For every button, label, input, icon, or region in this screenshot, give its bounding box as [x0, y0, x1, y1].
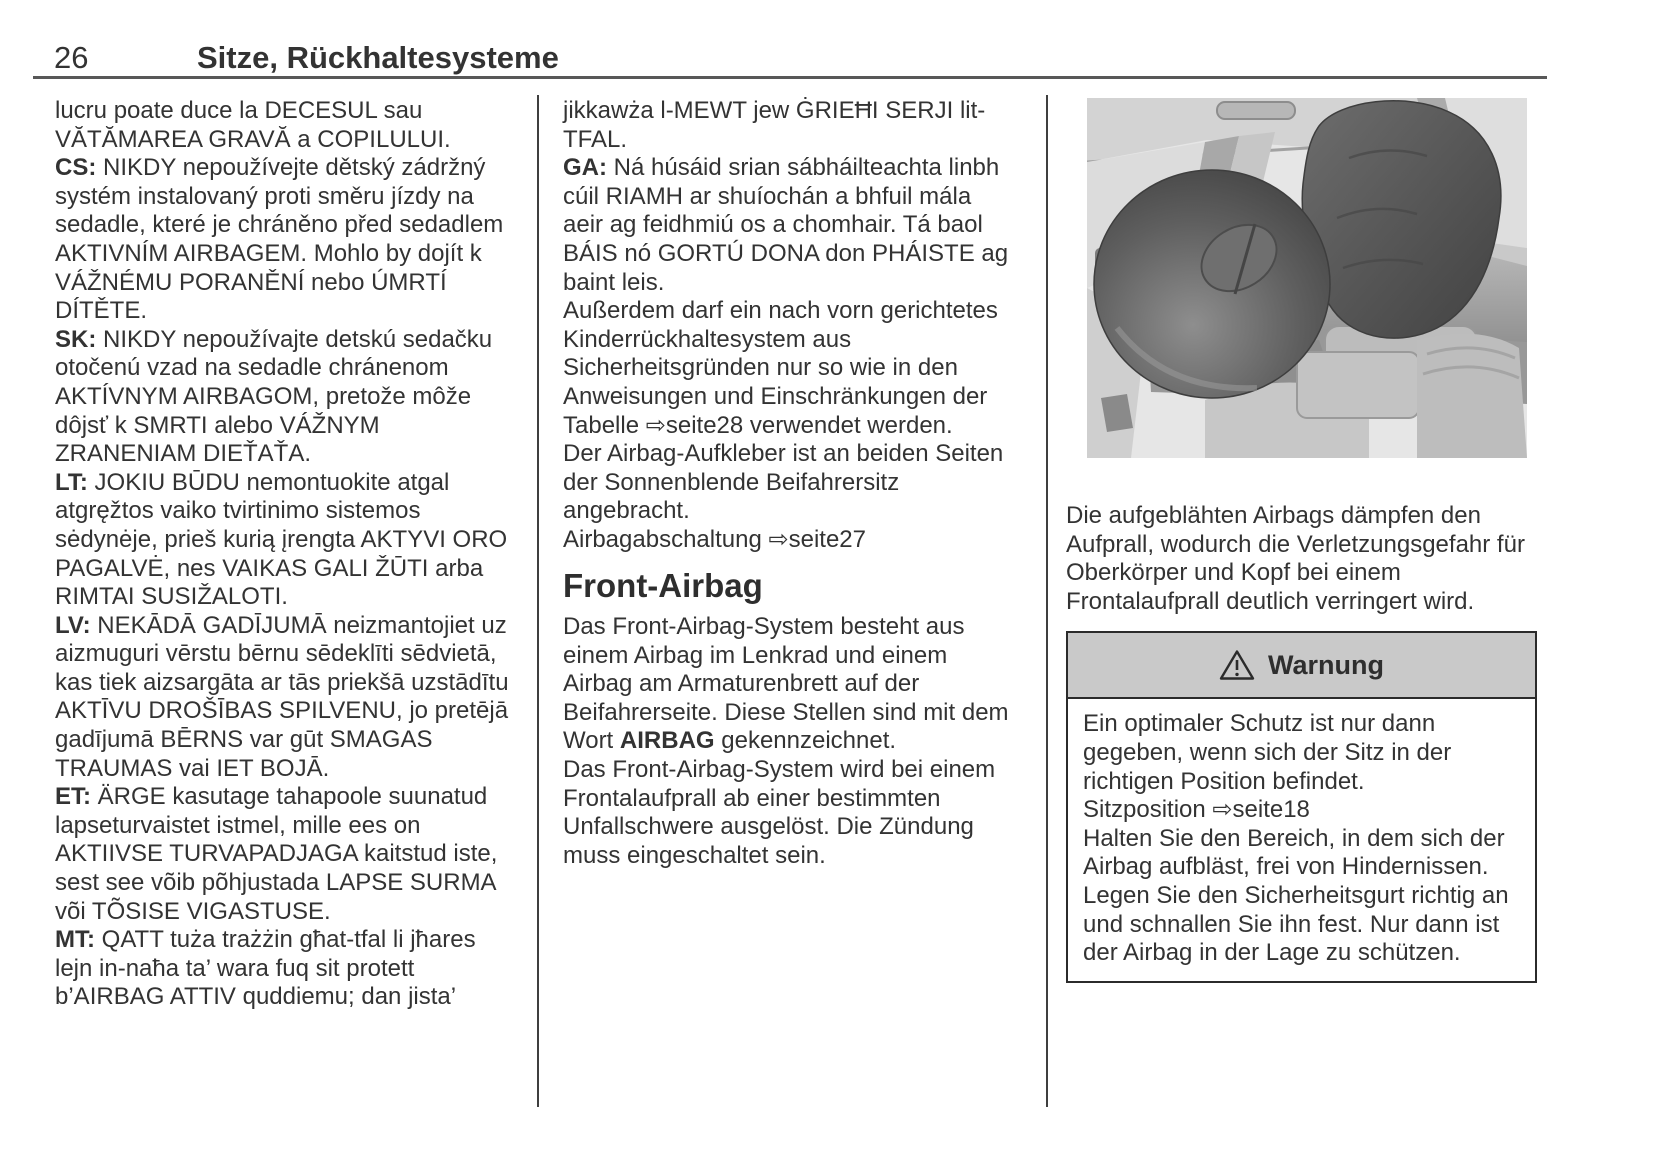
car-airbags-figure: [1087, 98, 1527, 458]
column-1: [55, 97, 513, 1012]
lang-code-ga: GA:: [563, 154, 607, 182]
lang-code-lt: LT:: [55, 468, 88, 496]
warning-text-lt: LT: JOKIU BŪDU nemontuokite atgal atgręžtos vaiko tvirtinimo sistemos sėdynėje, prieš kurią įrengta AKTYVI ORO PAGALVĖ, nes VAIKAS GALI ŽŪTI arba RIMTAI SUSIŽALOTI.: [55, 468, 508, 611]
warning-text-ro: lucru poate duce la DECESUL sau VĂTĂMAREA GRAVĂ a COPILULUI.: [55, 97, 451, 153]
paragraph-airbag-effect: Die aufgeblähten Airbags dämpfen den Aufprall, wodurch die Verletzungsgefahr für Oberkörper und Kopf bei einem Frontalaufprall deutlich verringert wird.: [1066, 502, 1525, 615]
cross-reference-link-seite27[interactable]: ⇨seite27: [768, 525, 866, 553]
warning-text-et: ET: ÄRGE kasutage tahapoole suunatud lapseturvaistet istmel, mille ees on AKTIIVSE TURVAPADJAGA kaitstud iste, sest see võib põhjustada LAPSE SURMA või TÕSISE VIGASTUSE.: [55, 783, 498, 925]
warning-body-crossref: Sitzposition ⇨seite18: [1083, 796, 1310, 824]
column-divider-left: [537, 95, 539, 1107]
lang-code-sk: SK:: [55, 325, 97, 353]
center-console: [1297, 352, 1419, 418]
warning-box-body: [1068, 699, 1535, 980]
cross-reference-line: Airbagabschaltung ⇨seite27: [563, 525, 866, 553]
rearview-mirror: [1217, 102, 1295, 119]
page-number: 26: [54, 40, 89, 75]
warning-body-seat-position: Ein optimaler Schutz ist nur dann gegeben, wenn sich der Sitz in der richtigen Position befindet.: [1083, 710, 1452, 795]
header-rule: [33, 76, 1547, 79]
section-heading-front-airbag: Front-Airbag: [563, 566, 763, 604]
paragraph-airbag-sticker: Der Airbag-Aufkleber ist an beiden Seiten der Sonnenblende Beifahrersitz angebracht.: [563, 440, 1004, 525]
paragraph-child-restraint: Außerdem darf ein nach vorn gerichtetes Kinderrückhaltesystem aus Sicherheitsgründen nur so wie in den Anweisungen und Einschränkungen der Tabelle ⇨seite28 verwendet werden.: [563, 297, 998, 439]
warning-text-cs: CS: NIKDY nepoužívejte dětský zádržný systém instalovaný proti směru jízdy na sedadle, které je chráněno před sedadlem AKTIVNÍM AIRBAGEM. Mohlo by dojít k VÁŽNÉMU PORANĚNÍ nebo ÚMRTÍ DÍTĚTE.: [55, 154, 504, 325]
multilingual-warning-continuation: [55, 97, 513, 154]
column-3: [1066, 97, 1537, 983]
warning-box: [1066, 631, 1537, 982]
chapter-title: Sitze, Rückhaltesysteme: [197, 40, 559, 75]
paragraph-front-airbag-system: Das Front-Airbag-System besteht aus einem Airbag im Lenkrad und einem Airbag am Armaturenbrett auf der Beifahrerseite. Diese Stellen sind mit dem Wort AIRBAG gekennzeichnet.: [563, 613, 1009, 755]
paragraph-front-airbag-deployment: Das Front-Airbag-System wird bei einem Frontalaufprall ab einer bestimmten Unfallschwere ausgelöst. Die Zündung muss eingeschaltet sein.: [563, 756, 996, 869]
warning-body-keep-clear: Halten Sie den Bereich, in dem sich der Airbag aufbläst, frei von Hindernissen. Legen Sie den Sicherheitsgurt richtig an und schnallen Sie ihn fest. Nur dann ist der Airbag in der Lage zu schützen.: [1083, 824, 1509, 967]
lang-code-et: ET:: [55, 783, 91, 811]
warning-triangle-icon: [1219, 649, 1255, 681]
warning-text-mt: MT: QATT tuża trażżin għat-tfal li jħares lejn in-naħa ta’ wara fuq sit protett b’AIRBAG ATTIV quddiemu; dan jista’: [55, 926, 476, 1011]
warning-text-lv: LV: NEKĀDĀ GADĪJUMĀ neizmantojiet uz aizmuguri vērstu bērnu sēdeklīti sēdvietā, kas tiek aizsargāta ar tās priekšā uzstādītu AKTĪVU DROŠĪBAS SPILVENU, jo pretējā gadījumā BĒRNS var gūt SMAGAS TRAUMAS vai IET BOJĀ.: [55, 611, 509, 782]
warning-title: Warnung: [1268, 650, 1384, 681]
warning-text-mt-continuation: jikkawża l-MEWT jew ĠRIEĦI SERJI lit-TFAL.: [563, 97, 986, 153]
warning-text-sk: SK: NIKDY nepoužívajte detskú sedačku otočenú vzad na sedadle chránenom AKTÍVNYM AIRBAGOM, pretože môže dôjsť k SMRTI alebo VÁŽNYM ZRANENIAM DIEŤAŤA.: [55, 325, 493, 468]
column-2: [563, 97, 1016, 870]
cross-reference-link-seite28[interactable]: ⇨seite28: [645, 411, 744, 439]
lang-code-mt: MT:: [55, 926, 95, 954]
column-divider-right: [1046, 95, 1048, 1107]
warning-box-header: [1068, 633, 1535, 699]
airbag-keyword: AIRBAG: [619, 727, 715, 755]
lang-code-lv: LV:: [55, 611, 91, 639]
warning-text-ga: GA: Ná húsáid srian sábháilteachta linbh cúil RIAMH ar shuíochán a bhfuil mála aeir ag feidhmiú os a chomhair. Tá baol BÁIS nó GORTÚ DONA don PHÁISTE ag baint leis.: [563, 154, 1009, 296]
lang-code-cs: CS:: [55, 154, 97, 182]
cross-reference-link-seite18[interactable]: ⇨seite18: [1212, 796, 1310, 824]
